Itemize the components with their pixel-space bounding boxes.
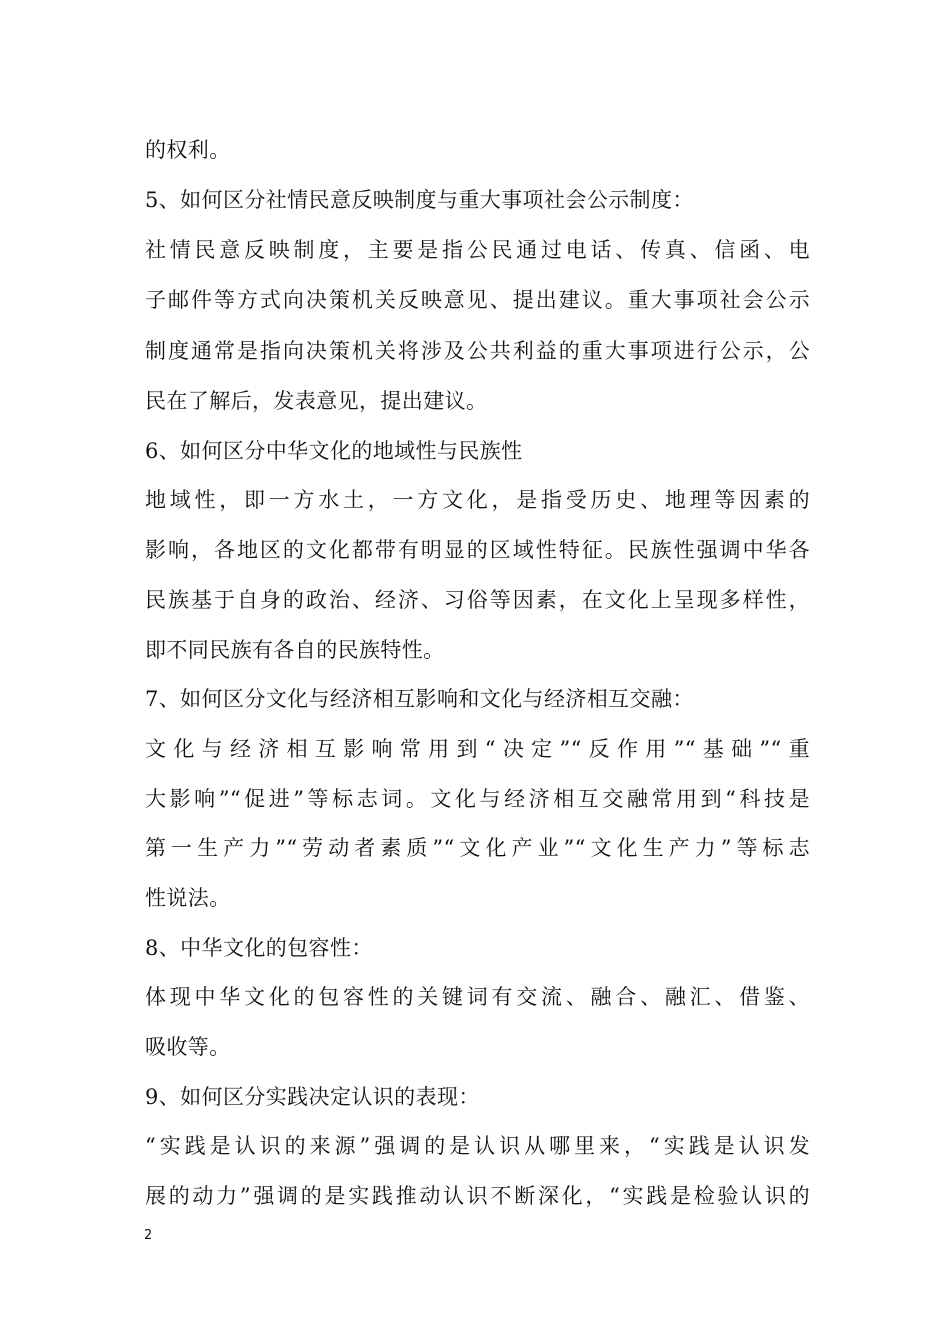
question-7-heading: 7、如何区分文化与经济相互影响和文化与经济相互交融： (145, 687, 694, 711)
answer-8-line-1: 体现中华文化的包容性的关键词有交流、融合、融汇、借鉴、 (145, 985, 810, 1009)
question-6-heading: 6、如何区分中华文化的地域性与民族性 (145, 439, 523, 463)
question-5-heading: 5、如何区分社情民意反映制度与重大事项社会公示制度： (145, 188, 694, 212)
answer-6-line-1: 地域性，即一方水土，一方文化，是指受历史、地理等因素的 (145, 488, 810, 512)
answer-9-line-1: “实践是认识的来源”强调的是认识从哪里来，“实践是认识发 (145, 1134, 810, 1158)
text-line-1: 的权利。 (145, 138, 231, 162)
answer-5-line-1: 社情民意反映制度，主要是指公民通过电话、传真、信函、电 (145, 238, 810, 262)
page-number: 2 (144, 1228, 153, 1243)
question-9-heading: 9、如何区分实践决定认识的表现： (145, 1085, 480, 1109)
answer-5-line-4: 民在了解后，发表意见，提出建议。 (145, 389, 488, 413)
answer-6-line-4: 即不同民族有各自的民族特性。 (145, 638, 445, 662)
answer-7-line-2: 大影响”“促进”等标志词。文化与经济相互交融常用到“科技是 (145, 787, 810, 811)
answer-5-line-3: 制度通常是指向决策机关将涉及公共利益的重大事项进行公示，公 (145, 339, 810, 363)
answer-7-line-3: 第一生产力”“劳动者素质”“文化产业”“文化生产力”等标志 (145, 836, 810, 860)
question-8-heading: 8、中华文化的包容性： (145, 936, 373, 960)
answer-6-line-2: 影响，各地区的文化都带有明显的区域性特征。民族性强调中华各 (145, 538, 810, 562)
answer-5-line-2: 子邮件等方式向决策机关反映意见、提出建议。重大事项社会公示 (145, 288, 810, 312)
answer-9-line-2: 展的动力”强调的是实践推动认识不断深化，“实践是检验认识的 (145, 1184, 810, 1208)
answer-6-line-3: 民族基于自身的政治、经济、习俗等因素，在文化上呈现多样性， (145, 588, 810, 612)
answer-7-line-4: 性说法。 (145, 886, 231, 910)
answer-7-line-1: 文化与经济相互影响常用到“决定”“反作用”“基础”“重 (145, 737, 810, 761)
answer-8-line-2: 吸收等。 (145, 1035, 231, 1059)
